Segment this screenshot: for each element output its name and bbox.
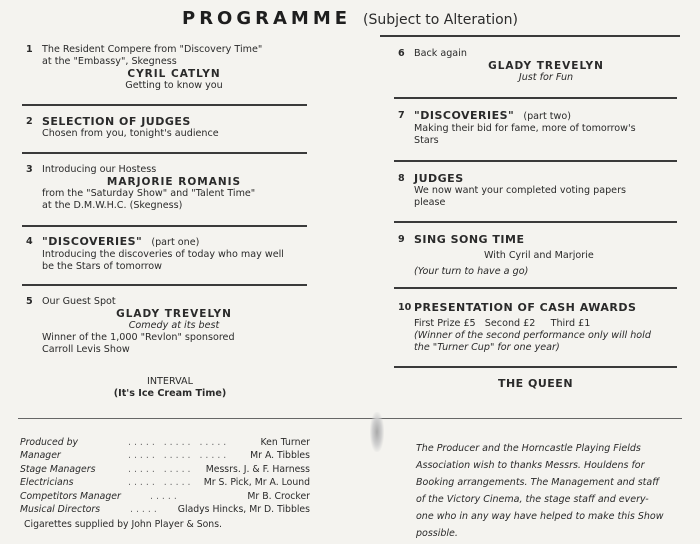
thanks-line: of the Victory Cinema, the stage staff and every- xyxy=(416,494,649,505)
divider xyxy=(394,366,677,368)
programme-title: PROGRAMME xyxy=(182,8,352,29)
item-text: Just for Fun xyxy=(518,72,574,83)
programme-item-9 xyxy=(398,234,678,278)
thanks-line: The Producer and the Horncastle Playing Fields xyxy=(416,443,641,454)
credit-value: Gladys Hincks, Mr D. Tibbles xyxy=(177,503,310,515)
item-text: from the "Saturday Show" and "Talent Time" xyxy=(42,188,256,199)
item-number: 8 xyxy=(398,173,405,184)
programme-item-7 xyxy=(398,110,678,147)
item-heading: SELECTION OF JUDGES xyxy=(42,115,191,128)
item-heading: PRESENTATION OF CASH AWARDS xyxy=(414,301,637,314)
programme-item-3 xyxy=(26,164,306,212)
credit-value: Messrs. J. & F. Harness xyxy=(205,463,310,475)
divider xyxy=(394,287,677,289)
credit-row xyxy=(20,476,310,489)
item-text: (Winner of the second performance only will hold xyxy=(414,330,651,341)
credit-role: Manager xyxy=(20,450,61,462)
item-text: the "Turner Cup" for one year) xyxy=(414,342,560,353)
credit-value: Mr S. Pick, Mr A. Lound xyxy=(203,477,310,489)
interval xyxy=(30,376,310,400)
closing-the-queen: THE QUEEN xyxy=(497,377,574,390)
paper-smudge xyxy=(370,412,384,452)
divider xyxy=(22,152,307,154)
item-number: 10 xyxy=(398,302,412,313)
performer-name: GLADY TREVELYN xyxy=(488,60,604,72)
item-text: The Resident Compere from "Discovery Time" xyxy=(42,44,263,55)
programme-subtitle: (Subject to Alteration) xyxy=(363,12,518,28)
item-text: We now want your completed voting papers xyxy=(414,185,627,196)
credit-row xyxy=(20,463,310,476)
interval-label: INTERVAL xyxy=(147,376,193,387)
item-number: 3 xyxy=(26,164,33,175)
item-text: Getting to know you xyxy=(125,80,223,91)
item-number: 1 xyxy=(26,44,33,55)
credit-role: Produced by xyxy=(20,437,79,448)
item-text: be the Stars of tomorrow xyxy=(42,261,162,272)
divider xyxy=(22,104,307,106)
programme-item-2 xyxy=(26,116,306,140)
credit-row xyxy=(20,503,310,516)
performer-name: MARJORIE ROMANIS xyxy=(106,176,242,188)
item-number: 9 xyxy=(398,234,405,245)
thanks-paragraph xyxy=(416,440,678,542)
credit-leader: ..... ..... xyxy=(128,463,194,475)
item-heading-suffix: (part two) xyxy=(523,111,572,122)
item-text: Carroll Levis Show xyxy=(42,344,130,355)
item-text: Making their bid for fame, more of tomorrow's xyxy=(414,123,636,134)
credit-leader: ..... ..... xyxy=(128,477,194,489)
thanks-line: Booking arrangements. The Management and staff xyxy=(416,477,660,488)
item-heading: JUDGES xyxy=(414,172,464,185)
credit-leader: ..... ..... ..... xyxy=(128,450,230,462)
item-heading-suffix: (part one) xyxy=(151,237,200,248)
item-text: at the D.M.W.H.C. (Skegness) xyxy=(42,200,183,211)
item-text: Back again xyxy=(414,48,467,59)
item-heading: "DISCOVERIES" xyxy=(42,235,143,248)
item-text: Stars xyxy=(414,135,439,146)
item-text: please xyxy=(414,197,446,208)
programme-item-6 xyxy=(398,48,678,84)
item-text: Comedy at its best xyxy=(128,320,220,331)
programme-item-4 xyxy=(26,236,306,273)
item-text: Winner of the 1,000 "Revlon" sponsored xyxy=(42,332,235,343)
item-heading: SING SONG TIME xyxy=(414,233,525,246)
item-text: Introducing our Hostess xyxy=(42,164,157,175)
item-text: (Your turn to have a go) xyxy=(414,266,529,277)
programme-item-8 xyxy=(398,173,678,209)
credit-role: Stage Managers xyxy=(20,463,96,475)
thanks-line: possible. xyxy=(416,528,458,539)
cigarettes-note: Cigarettes supplied by John Player & Sons. xyxy=(24,519,222,531)
credit-leader: ..... xyxy=(130,503,160,515)
credit-role: Competitors Manager xyxy=(20,490,121,502)
programme-header xyxy=(0,8,700,29)
divider xyxy=(394,97,677,99)
item-text: Introducing the discoveries of today who may well xyxy=(42,249,284,260)
credit-value: Mr A. Tibbles xyxy=(250,450,310,462)
thanks-line: one who in any way have helped to make this Show xyxy=(416,511,664,522)
credit-row xyxy=(20,490,310,503)
divider xyxy=(394,160,677,162)
thanks-line: Association wish to thanks Messrs. Houldens for xyxy=(416,460,645,471)
item-text: Chosen from you, tonight's audience xyxy=(42,128,219,139)
credit-leader: ..... ..... ..... xyxy=(128,437,230,448)
performer-name: GLADY TREVELYN xyxy=(116,308,232,320)
item-text: First Prize £5 Second £2 Third £1 xyxy=(414,318,591,329)
item-text: With Cyril and Marjorie xyxy=(484,250,594,261)
divider xyxy=(22,225,307,227)
item-number: 2 xyxy=(26,116,33,127)
programme-item-5 xyxy=(26,296,306,356)
credit-leader: ..... xyxy=(150,490,180,502)
item-number: 6 xyxy=(398,48,405,59)
credit-value: Mr B. Crocker xyxy=(247,490,310,502)
programme-item-10 xyxy=(398,302,680,354)
divider xyxy=(394,221,677,223)
credit-row xyxy=(20,436,310,449)
item-text: Our Guest Spot xyxy=(42,296,116,307)
item-number: 7 xyxy=(398,110,405,121)
item-heading: "DISCOVERIES" xyxy=(414,109,515,122)
credit-role: Electricians xyxy=(20,477,74,489)
programme-item-1 xyxy=(26,44,306,92)
divider xyxy=(380,35,680,37)
divider xyxy=(22,284,307,286)
credit-row xyxy=(20,449,310,462)
item-number: 4 xyxy=(26,236,33,247)
credit-value: Ken Turner xyxy=(260,437,310,448)
item-text: at the "Embassy", Skegness xyxy=(42,56,177,67)
divider xyxy=(18,418,682,419)
credit-role: Musical Directors xyxy=(20,503,101,515)
performer-name: CYRIL CATLYN xyxy=(127,68,221,80)
interval-sub: (It's Ice Cream Time) xyxy=(113,388,227,399)
production-credits xyxy=(20,436,310,532)
item-number: 5 xyxy=(26,296,33,307)
